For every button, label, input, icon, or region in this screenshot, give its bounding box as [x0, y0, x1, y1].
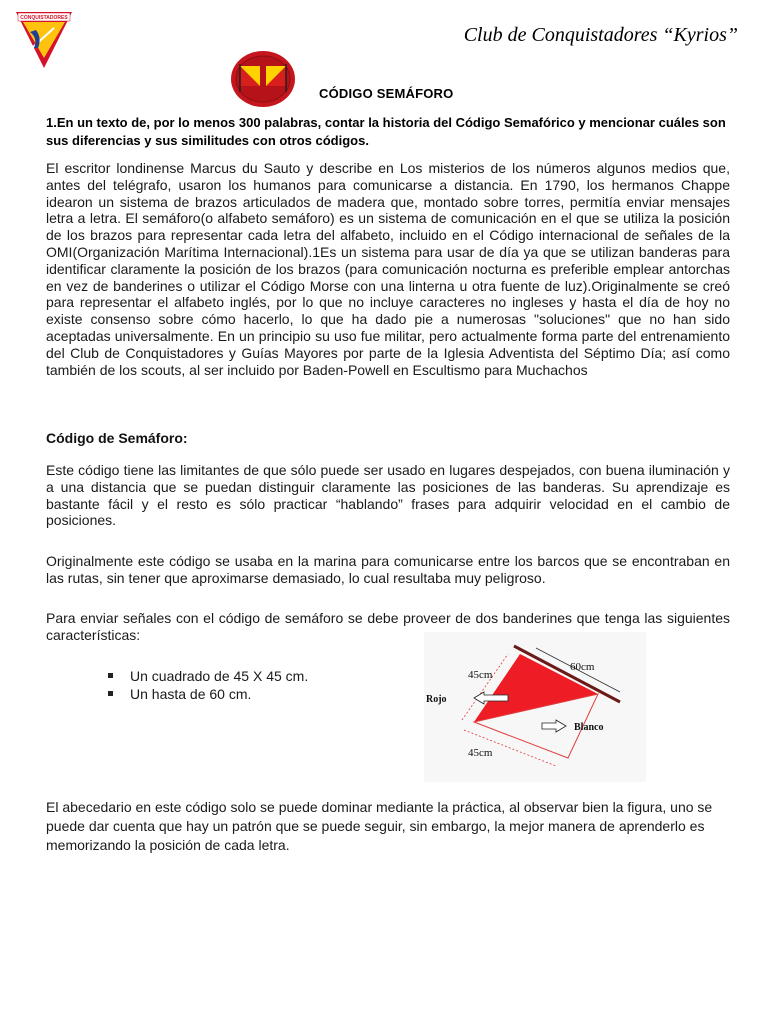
label-bottom-45cm: 45cm [468, 747, 493, 759]
section-heading: Código de Semáforo: [46, 430, 188, 446]
paragraph-history: El escritor londinense Marcus du Sauto y describe en Los misterios de los números algunos medios que, antes del telégrafo, usaron los humanos para comunicarse a distancia. En 1790, los hermanos Chappe idearon un sistema de brazos articulados de madera que, montado sobre torres, permitía enviar mensajes letra a letra. El semáforo(o alfabeto semáforo) es un sistema de comunicación en el que se utiliza la posición de los brazos para representar cada letra del alfabeto, incluido en el Código internacional de señales de la OMI(Organización Marítima Internacional).1Es un sistema para usar de día ya que se utilizan banderas para identificar claramente la posición de los brazos (para comunicación nocturna es preferible emplear antorchas en vez de banderines o utilizar el Código Morse con una linterna u otra fuente de luz).Originalmente se creó para representar el alfabeto inglés, por lo que no incluye caracteres no ingleses y hasta el día de hoy no existe consenso sobre cómo hacerlo, lo que ha dado pie a numerosas "soluciones" que no han sido aceptadas universalmente. En un principio su uso fue militar, pero actualmente forma parte del entrenamiento del Club de Conquistadores y Guías Mayores por parte de la Iglesia Adventista del Séptimo Día; así como también de los scouts, al ser incluido por Baden-Powell en Escultismo para Muchachos [46, 160, 730, 378]
paragraph-flag-requirements: Para enviar señales con el código de semáforo se debe proveer de dos banderines que tenga las siguientes características: [46, 610, 730, 643]
logo-inner-triangle [23, 22, 65, 58]
list-item: Un hasta de 60 cm. [108, 685, 308, 703]
paragraph-navy-origin: Originalmente este código se usaba en la marina para comunicarse entre los barcos que se encontraban en las rutas, sin tener que aproximarse demasiado, lo cual resultaba muy peligroso. [46, 553, 730, 586]
label-top-45cm: 45cm [468, 669, 493, 681]
paragraph-limitations: Este código tiene las limitantes de que sólo puede ser usado en lugares despejados, con buena iluminación y a una distancia que se puedan distinguir claramente las posiciones de las banderas. Su aprendizaje es bastante fácil y el resto es sólo practicar “hablando” frases para adquirir velocidad en el cambio de posiciones. [46, 462, 730, 529]
logo-banner-text: CONQUISTADORES [20, 15, 68, 21]
club-title: Club de Conquistadores “Kyrios” [463, 24, 738, 46]
semaphore-badge [230, 50, 296, 108]
list-item: Un cuadrado de 45 X 45 cm. [108, 667, 308, 685]
label-60cm: 60cm [570, 661, 595, 673]
flag-spec-list [108, 667, 308, 703]
assignment-question: 1.En un texto de, por lo menos 300 palabras, contar la historia del Código Semafórico y mencionar cuáles son sus diferencias y sus similitudes con otros códigos. [46, 115, 726, 148]
label-blanco: Blanco [574, 722, 604, 733]
label-rojo: Rojo [426, 694, 447, 705]
club-logo [14, 8, 74, 70]
document-title: CÓDIGO SEMÁFORO [319, 86, 454, 101]
flag-diagram [424, 632, 646, 782]
paragraph-learning: El abecedario en este código solo se puede dominar mediante la práctica, al observar bien la figura, uno se puede dar cuenta que hay un patrón que se puede seguir, sin embargo, la mejor manera de aprenderlo es memorizando la posición de cada letra. [46, 799, 713, 853]
